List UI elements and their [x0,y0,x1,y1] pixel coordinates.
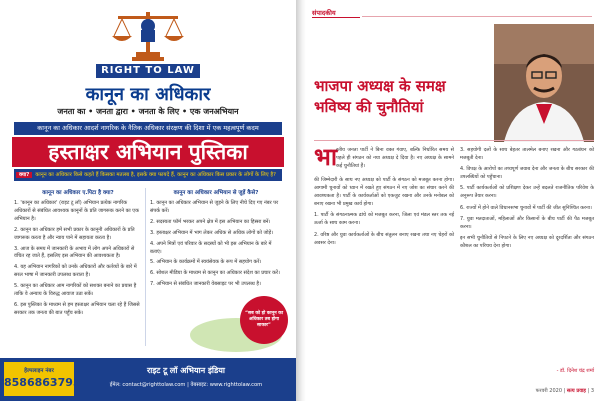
helpline-label: हेल्पलाइन नंबर [24,368,54,374]
left-column-text [14,200,142,321]
info-tag: क्या? [16,172,32,178]
left-item: 3. आज के समय में जानकारी के अभाव में लोग अपने अधिकारों से वंचित रह जाते हैं, इसलिए इस अभियान की आवश्यकता है। [14,245,135,260]
page-number: 3 [590,388,594,394]
right-item: 7. अभियान से संबंधित जानकारी वेबसाइट पर भी उपलब्ध है। [150,281,261,288]
issue-date: फरवरी 2020 [535,388,563,394]
right-item: 1. कानून का अधिकार अभियान से जुड़ने के लिए नीचे दिए गए नंबर पर संपर्क करें। [150,200,279,214]
article-paragraph: की जिम्मेदारी के साथ नए अध्यक्ष को पार्टी के संगठन को मजबूत करना होगा। आगामी चुनावों को ध्यान में रखते हुए संगठन में नए जोश का संचार करने की आवश्यकता है। पार्टी के कार्यकर्ताओं को एकजुट रखना और उनके मनोबल को बनाए रखना भी प्रमुख कार्य होगा। [314,177,454,208]
org-box [80,362,292,396]
left-item: 1. 'कानून का अधिकार' (राइट टू लॉ) अभियान प्रत्येक नागरिक अधिकारों से संबंधित आवश्यक कानूनों के प्रति जागरूक करने का एक अभियान है। [14,200,139,222]
header-rule [362,16,592,17]
column-divider [145,188,146,346]
brand-banner: RIGHT TO LAW [96,64,200,78]
article-column-left [314,176,454,250]
article-paragraph: 4. विपक्ष के आरोपों का तथ्यपूर्ण जवाब देना और जनता के बीच सरकार की उपलब्धियों को पहुँचाना। [460,166,594,181]
scales-of-justice-icon [100,6,196,64]
article-column-right [460,146,594,253]
campaign-title: हस्ताक्षर अभियान पुस्तिका [12,137,284,167]
article-intro: रतीय जनता पार्टी ने बिना वक्त गंवाए, बल्कि निर्धारित समय से पहले ही संगठन को नया अध्यक्ष दे दिया है। नए अध्यक्ष के सामने कई चुनौतियां हैं। [336,147,454,170]
left-item: 5. कानून का अधिकार आम नागरिकों को सशक्त बनाने का प्रयास है ताकि वे अन्याय के विरुद्ध आवाज उठा सकें। [14,283,137,298]
article-paragraph: 3. सहयोगी दलों के साथ बेहतर तालमेल बनाए रखना और गठबंधन को मजबूती देना। [460,147,594,162]
article-paragraph: 5. पार्टी कार्यकर्ताओं को प्रशिक्षण देकर उन्हें बदलते राजनीतिक परिवेश के अनुरूप तैयार करना। [460,185,594,200]
page-footer: फरवरी 2020 | सत्य प्रवाह | 3 [535,388,594,394]
slogan-bubble: “सब को हो कानून का अधिकार तब होगा साकार” [240,296,288,344]
author-photo [494,24,594,142]
left-item: 2. कानून का अधिकार हमें सभी प्रकार के कानूनी अधिकारों के प्रति जागरूक करता है और न्याय पाने में सहायता करता है। [14,226,135,241]
ad-title: कानून का अधिकार [85,84,211,105]
magazine-name: सत्य प्रवाह [566,388,586,394]
mission-bar: कानून का अधिकार आदर्श नागरिक के नैतिक अधिकार संरक्षण की दिशा में एक महत्वपूर्ण कदम [14,122,282,135]
left-page-ad [0,0,296,401]
right-item: 5. अभियान के कार्यक्रमों में स्वयंसेवक के रूप में सहयोग करें। [150,259,262,266]
info-text: कानून का अधिकार किसे कहते हैं किसका मतलब है, इसके क्या फायदे हैं, कानून का अधिकार किस प्रकार के लोगों के लिए है? [35,172,276,178]
article-paragraph: 6. राज्यों में होने वाले विधानसभा चुनावों में पार्टी की जीत सुनिश्चित करना। [460,204,592,211]
helpline-number: 8586863795 [4,376,81,389]
article-paragraph: 1. पार्टी के संगठनात्मक ढांचे को मजबूत करना, जिला एवं मंडल स्तर तक नई ऊर्जा के साथ काम करना। [314,212,454,227]
article-author: - डॉ. दिनेश चंद्र शर्मा [556,368,594,374]
right-page-editorial [306,0,600,401]
article-paragraph: इन सभी चुनौतियों से निपटने के लिए नए अध्यक्ष को दूरदर्शिता और संगठन कौशल का परिचय देना होगा। [460,234,594,249]
headline-line-1: भाजपा अध्यक्ष के समक्ष [314,77,446,95]
section-label: संपादकीय [312,8,360,18]
org-name: राइट टू लॉ अभियान इंडिया [147,366,225,375]
article-paragraph: 2. वरिष्ठ और युवा कार्यकर्ताओं के बीच संतुलन बनाए रखना तथा नए चेहरों को अवसर देना। [314,231,454,246]
info-bar [14,169,282,181]
right-column-text [150,200,282,292]
left-item: 4. यह अभियान नागरिकों को उनके अधिकारों और कर्तव्यों के बारे में सरल भाषा में जानकारी उपलब्ध कराता है। [14,264,137,279]
article-headline [314,76,494,118]
org-contact: ईमेल: contact@righttolaw.com | वेबसाइट: www.righttolaw.com [109,382,263,388]
right-column-heading: कानून का अधिकार अभियान से जुड़ें कैसे? [173,190,259,196]
right-item: 6. सोशल मीडिया के माध्यम से कानून का अधिकार संदेश का प्रचार करें। [150,270,280,277]
right-item: 3. हस्ताक्षर अभियान में भाग लेकर अधिक से अधिक लोगों को जोड़ें। [150,229,274,236]
headline-line-2: भविष्य की चुनौतियां [314,98,424,116]
drop-cap: भा [314,143,338,171]
ad-tagline: जनता का • जनता द्वारा • जनता के लिए • एक जनअभियान [57,107,239,116]
left-item: 6. इस पुस्तिका के माध्यम से हम हस्ताक्षर अभियान चला रहे हैं जिससे सरकार तक जनता की बात पहुँच सके। [14,301,140,316]
helpline-box [4,362,81,396]
headline-rule [314,140,594,141]
left-column-heading: कानून का अधिकार ए.पिटा है क्या? [42,190,114,196]
right-item: 2. सदस्यता फॉर्म भरकर अपने क्षेत्र में इस अभियान का हिस्सा बनें। [150,218,271,225]
page-gutter [296,0,306,401]
article-paragraph: 7. युवा मतदाताओं, महिलाओं और किसानों के बीच पार्टी की पैठ मजबूत करना। [460,215,594,230]
right-item: 4. अपने मित्रों एवं परिवार के सदस्यों को भी इस अभियान के बारे में बताएं। [150,240,272,255]
